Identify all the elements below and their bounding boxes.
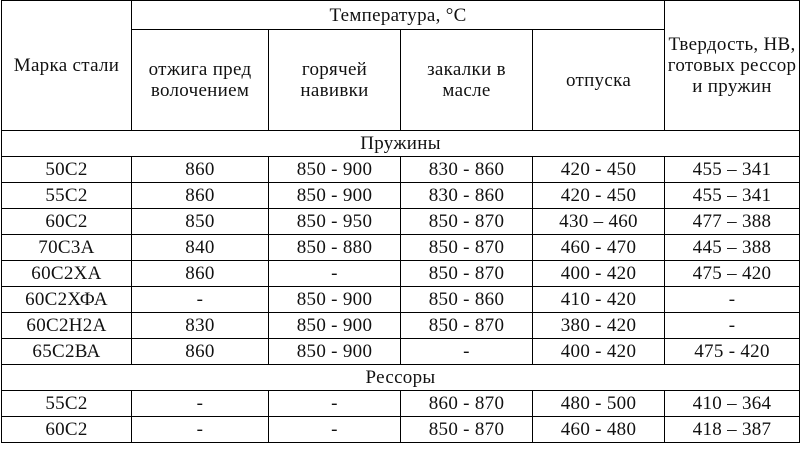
header-annealing: отжига пред волочением (132, 30, 269, 131)
header-temperature: Температура, °С (132, 1, 665, 30)
table-row (2, 417, 800, 443)
tempering-cell: 410 - 420 (533, 287, 665, 313)
steel-heat-treatment-table (1, 0, 800, 443)
quenching-cell: 850 - 860 (401, 287, 533, 313)
quenching-cell: 850 - 870 (401, 235, 533, 261)
hardness-cell: 455 – 341 (665, 157, 800, 183)
annealing-cell: 830 (132, 313, 269, 339)
tempering-cell: 460 - 470 (533, 235, 665, 261)
header-steel-grade: Марка стали (2, 1, 132, 131)
section-row (2, 131, 800, 157)
hot-winding-cell: - (269, 417, 401, 443)
annealing-cell: 860 (132, 157, 269, 183)
hot-winding-cell: 850 - 900 (269, 339, 401, 365)
table-row (2, 209, 800, 235)
steel-grade-cell: 60С2Н2А (2, 313, 132, 339)
table-row (2, 183, 800, 209)
steel-grade-cell: 60С2 (2, 209, 132, 235)
table-row (2, 157, 800, 183)
hardness-cell: - (665, 287, 800, 313)
section-row (2, 365, 800, 391)
hot-winding-cell: 850 - 950 (269, 209, 401, 235)
quenching-cell: 850 - 870 (401, 417, 533, 443)
quenching-cell: 850 - 870 (401, 209, 533, 235)
quenching-cell: - (401, 339, 533, 365)
tempering-cell: 420 - 450 (533, 157, 665, 183)
tempering-cell: 420 - 450 (533, 183, 665, 209)
annealing-cell: - (132, 287, 269, 313)
hot-winding-cell: 850 - 900 (269, 183, 401, 209)
header-hot-winding: горячей навивки (269, 30, 401, 131)
table-row (2, 339, 800, 365)
hardness-cell: 475 – 420 (665, 261, 800, 287)
tempering-cell: 460 - 480 (533, 417, 665, 443)
hot-winding-cell: 850 - 880 (269, 235, 401, 261)
hardness-cell: 410 – 364 (665, 391, 800, 417)
steel-grade-cell: 55С2 (2, 391, 132, 417)
annealing-cell: - (132, 417, 269, 443)
table-row (2, 391, 800, 417)
hardness-cell: 418 – 387 (665, 417, 800, 443)
header-quenching: закалки в масле (401, 30, 533, 131)
steel-grade-cell: 65С2ВА (2, 339, 132, 365)
hardness-cell: 445 – 388 (665, 235, 800, 261)
annealing-cell: 860 (132, 339, 269, 365)
steel-grade-cell: 60С2 (2, 417, 132, 443)
hardness-cell: 475 - 420 (665, 339, 800, 365)
steel-grade-cell: 60С2ХА (2, 261, 132, 287)
tempering-cell: 430 – 460 (533, 209, 665, 235)
hardness-cell: 455 – 341 (665, 183, 800, 209)
annealing-cell: - (132, 391, 269, 417)
table-row (2, 287, 800, 313)
hot-winding-cell: - (269, 261, 401, 287)
tempering-cell: 400 - 420 (533, 339, 665, 365)
steel-grade-cell: 50С2 (2, 157, 132, 183)
header-tempering: отпуска (533, 30, 665, 131)
tempering-cell: 380 - 420 (533, 313, 665, 339)
table-row (2, 313, 800, 339)
steel-grade-cell: 70С3А (2, 235, 132, 261)
hot-winding-cell: 850 - 900 (269, 287, 401, 313)
annealing-cell: 840 (132, 235, 269, 261)
quenching-cell: 830 - 860 (401, 183, 533, 209)
hot-winding-cell: - (269, 391, 401, 417)
hardness-cell: 477 – 388 (665, 209, 800, 235)
hot-winding-cell: 850 - 900 (269, 313, 401, 339)
steel-grade-cell: 55С2 (2, 183, 132, 209)
table-row (2, 261, 800, 287)
steel-grade-cell: 60С2ХФА (2, 287, 132, 313)
section-title: Пружины (2, 131, 800, 157)
quenching-cell: 860 - 870 (401, 391, 533, 417)
tempering-cell: 480 - 500 (533, 391, 665, 417)
tempering-cell: 400 - 420 (533, 261, 665, 287)
section-title: Рессоры (2, 365, 800, 391)
quenching-cell: 850 - 870 (401, 261, 533, 287)
quenching-cell: 830 - 860 (401, 157, 533, 183)
annealing-cell: 850 (132, 209, 269, 235)
hardness-cell: - (665, 313, 800, 339)
hot-winding-cell: 850 - 900 (269, 157, 401, 183)
annealing-cell: 860 (132, 183, 269, 209)
quenching-cell: 850 - 870 (401, 313, 533, 339)
header-hardness: Твердость, НВ, готовых рессор и пружин (665, 1, 800, 131)
annealing-cell: 860 (132, 261, 269, 287)
table-row (2, 235, 800, 261)
